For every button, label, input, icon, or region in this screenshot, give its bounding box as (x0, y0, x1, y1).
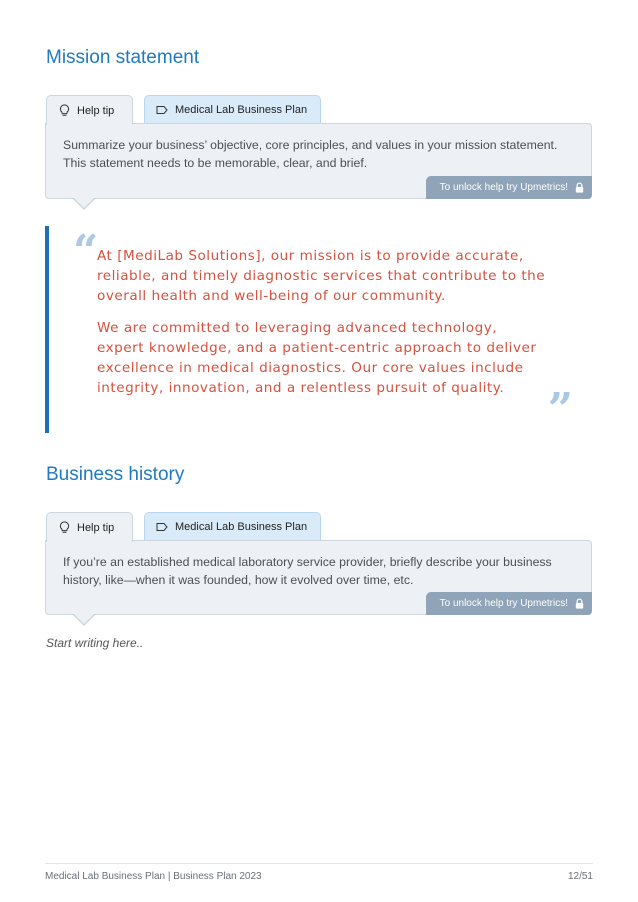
unlock-help-label: To unlock help try Upmetrics! (439, 597, 568, 609)
section-title-mission: Mission statement (46, 47, 200, 68)
tab-help-tip-label: Help tip (77, 521, 115, 534)
mission-quote-text (97, 246, 547, 410)
lock-icon (575, 182, 584, 193)
lock-icon (575, 598, 584, 609)
tag-icon (156, 522, 168, 532)
footer-document-title: Medical Lab Business Plan | Business Plan 2023 (45, 871, 262, 882)
tab-help-tip[interactable] (46, 95, 133, 125)
lightbulb-icon (59, 104, 70, 117)
tab-business-plan-label: Medical Lab Business Plan (175, 521, 308, 533)
tab-help-tip[interactable] (46, 512, 133, 542)
help-tip-box-history (45, 540, 592, 615)
help-tip-text: If you’re an established medical laboratory service provider, briefly describe your business history, like—when it was founded, how it evolved over time, etc. (63, 555, 552, 587)
unlock-help-label: To unlock help try Upmetrics! (439, 181, 568, 193)
unlock-help-button[interactable] (426, 592, 592, 615)
writing-placeholder[interactable]: Start writing here.. (46, 636, 144, 650)
unlock-help-button[interactable] (426, 176, 592, 199)
help-tip-box-mission (45, 123, 592, 199)
section-title-business-history: Business history (46, 464, 185, 485)
tab-business-plan[interactable] (144, 95, 321, 124)
help-tip-pointer (72, 198, 96, 210)
open-quote-icon: “ (73, 226, 99, 277)
lightbulb-icon (59, 521, 70, 534)
mission-quote-paragraph: At [MediLab Solutions], our mission is to provide accurate, reliable, and timely diagnostic services that contribute to the overall health and well-being of our community. (97, 248, 546, 304)
help-tip-text: Summarize your business’ objective, core principles, and values in your mission statement. This statement needs to be memorable, clear, and brief. (63, 138, 558, 170)
tag-icon (156, 105, 168, 115)
mission-quote-paragraph: We are committed to leveraging advanced technology, expert knowledge, and a patient-centric approach to deliver excellence in medical diagnostics. Our core values include integrity, innovation, and a relentless pursuit of quality. (97, 320, 537, 396)
page-footer (45, 863, 593, 882)
help-tip-pointer (72, 614, 96, 626)
tab-business-plan[interactable] (144, 512, 321, 541)
close-quote-icon: ” (547, 384, 573, 435)
tab-business-plan-label: Medical Lab Business Plan (175, 104, 308, 116)
footer-page-number: 12/51 (567, 871, 593, 882)
tab-help-tip-label: Help tip (77, 104, 115, 117)
mission-quote (45, 226, 593, 433)
